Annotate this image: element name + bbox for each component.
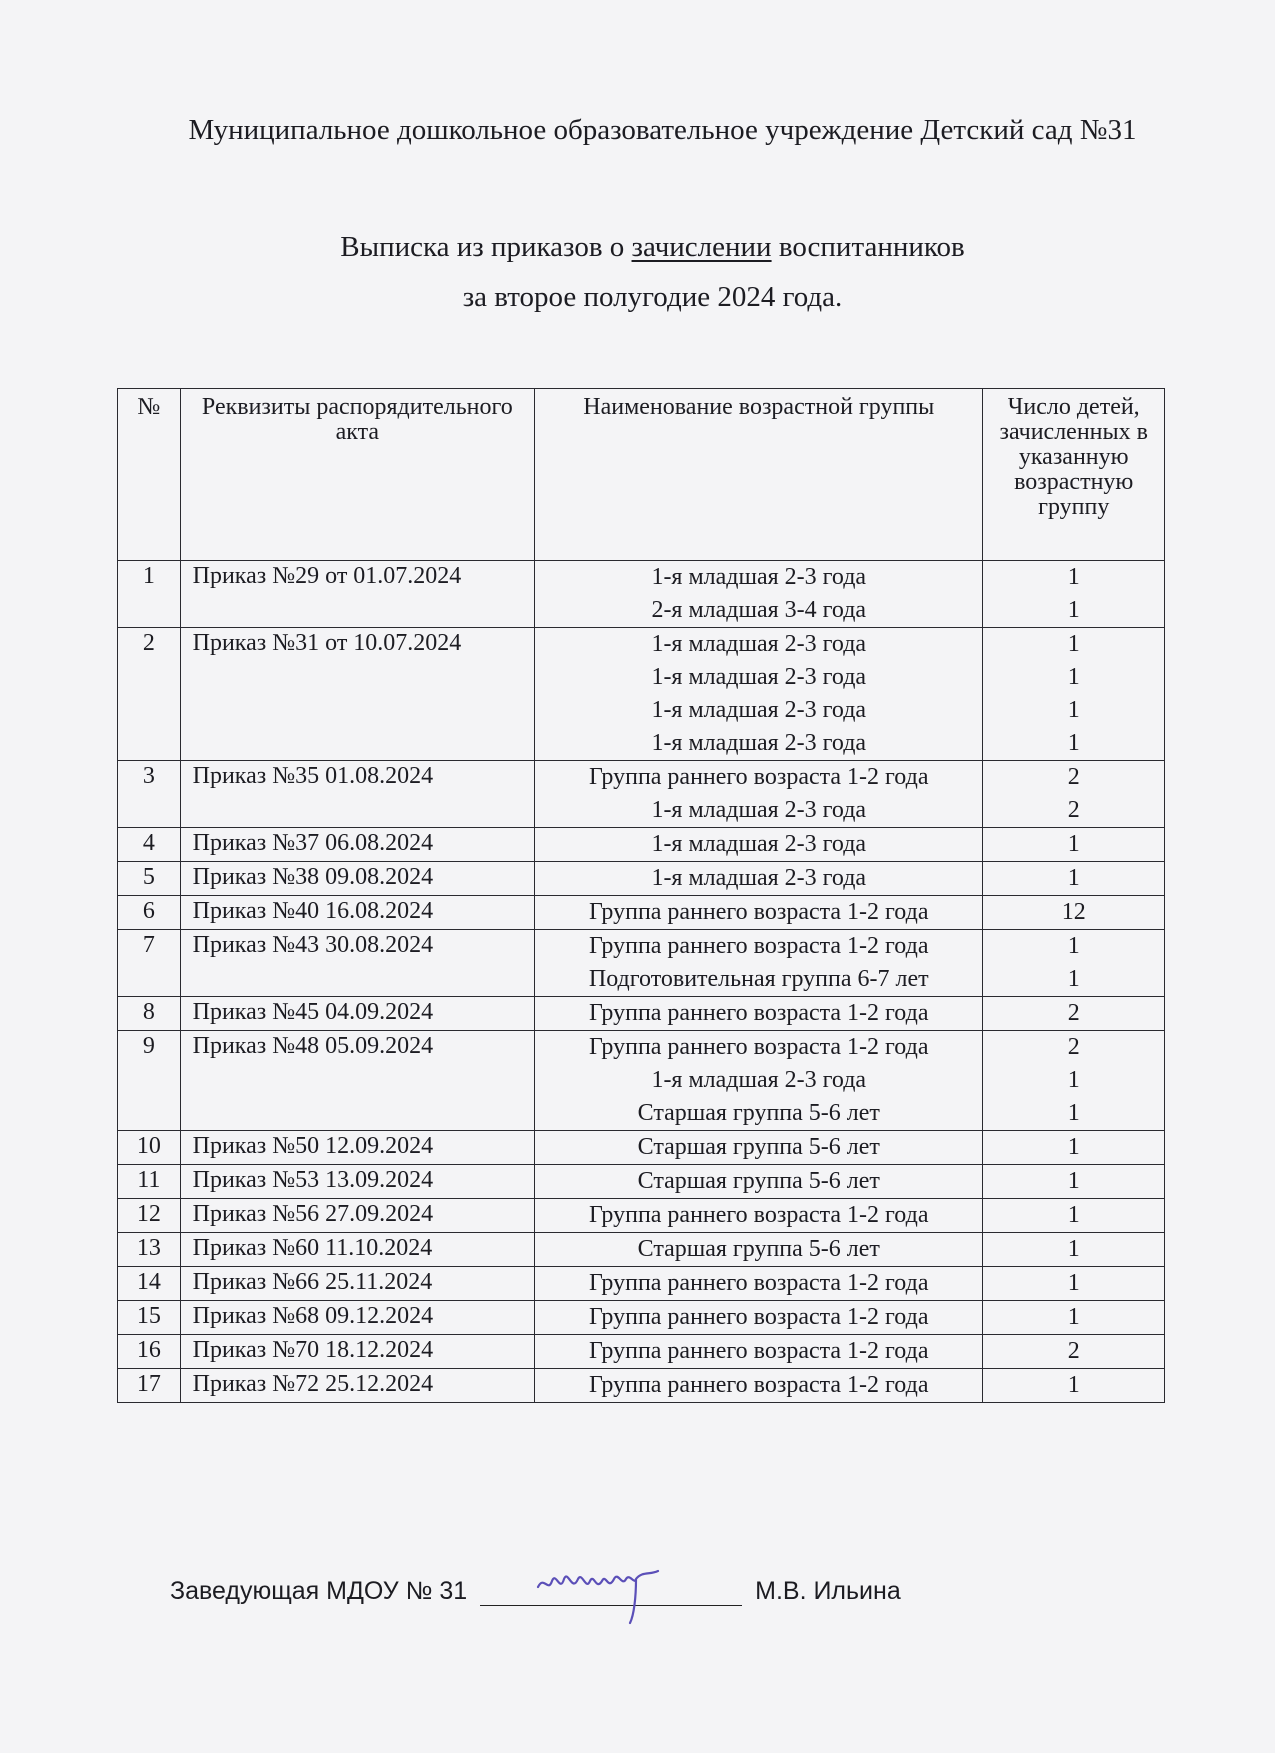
- row-number: 1: [142, 563, 155, 589]
- age-group: 1-я младшая 2-3 года: [651, 1067, 867, 1093]
- table-row: [118, 1267, 1165, 1301]
- children-count-cell: [983, 997, 1165, 1031]
- children-count-cell: [983, 1199, 1165, 1233]
- children-count: 1: [1067, 1134, 1080, 1160]
- row-number-cell: [118, 828, 181, 862]
- order-act-cell: [180, 1267, 534, 1301]
- age-group-cell: [535, 1031, 983, 1131]
- order-act-cell: [180, 1369, 534, 1403]
- children-count: 1: [1067, 1270, 1080, 1296]
- children-count: 1: [1067, 730, 1080, 756]
- order-act-cell: [180, 896, 534, 930]
- row-number-cell: [118, 930, 181, 997]
- children-count: 1: [1067, 1100, 1080, 1126]
- age-group-cell: [535, 997, 983, 1031]
- row-number: 14: [136, 1269, 161, 1295]
- children-count: 1: [1067, 564, 1080, 590]
- children-count: 1: [1067, 631, 1080, 657]
- age-group: Группа раннего возраста 1-2 года: [589, 933, 929, 959]
- row-number: 17: [136, 1371, 161, 1397]
- row-number: 4: [142, 830, 155, 856]
- row-number-cell: [118, 997, 181, 1031]
- age-group-cell: [535, 1267, 983, 1301]
- children-count: 2: [1067, 797, 1080, 823]
- age-group: 1-я младшая 2-3 года: [651, 664, 867, 690]
- age-group: 2-я младшая 3-4 года: [651, 597, 867, 623]
- column-header-act: Реквизиты распорядительного акта: [180, 389, 534, 561]
- order-act: Приказ №70 18.12.2024: [192, 1337, 434, 1363]
- order-act-cell: [180, 628, 534, 761]
- order-act: Приказ №66 25.11.2024: [192, 1269, 433, 1295]
- age-group: Группа раннего возраста 1-2 года: [589, 1202, 929, 1228]
- children-count-cell: [983, 930, 1165, 997]
- age-group: Старшая группа 5-6 лет: [637, 1168, 880, 1194]
- order-act: Приказ №72 25.12.2024: [192, 1371, 434, 1397]
- age-group: 1-я младшая 2-3 года: [651, 730, 867, 756]
- children-count-cell: [983, 1131, 1165, 1165]
- children-count: 1: [1067, 1067, 1080, 1093]
- children-count: 2: [1067, 1034, 1080, 1060]
- children-count: 2: [1067, 1000, 1080, 1026]
- order-act: Приказ №45 04.09.2024: [192, 999, 434, 1025]
- order-act: Приказ №43 30.08.2024: [192, 932, 434, 958]
- children-count-cell: [983, 896, 1165, 930]
- children-count: 2: [1067, 764, 1080, 790]
- row-number-cell: [118, 561, 181, 628]
- table-row: [118, 1301, 1165, 1335]
- children-count-cell: [983, 628, 1165, 761]
- age-group-cell: [535, 628, 983, 761]
- row-number-cell: [118, 1335, 181, 1369]
- children-count-cell: [983, 1369, 1165, 1403]
- order-act: Приказ №37 06.08.2024: [192, 830, 434, 856]
- children-count-cell: [983, 761, 1165, 828]
- row-number-cell: [118, 628, 181, 761]
- age-group: Группа раннего возраста 1-2 года: [589, 899, 929, 925]
- age-group-cell: [535, 1233, 983, 1267]
- order-act-cell: [180, 1165, 534, 1199]
- age-group: Группа раннего возраста 1-2 года: [589, 1372, 929, 1398]
- column-header-number: №: [118, 389, 181, 561]
- row-number-cell: [118, 1131, 181, 1165]
- age-group-cell: [535, 761, 983, 828]
- children-count: 1: [1067, 933, 1080, 959]
- order-act-cell: [180, 761, 534, 828]
- age-group-cell: [535, 828, 983, 862]
- row-number-cell: [118, 1199, 181, 1233]
- row-number: 2: [142, 630, 155, 656]
- order-act-cell: [180, 930, 534, 997]
- age-group-cell: [535, 1165, 983, 1199]
- age-group: Старшая группа 5-6 лет: [637, 1134, 880, 1160]
- order-act: Приказ №31 от 10.07.2024: [192, 630, 462, 656]
- children-count-cell: [983, 1031, 1165, 1131]
- age-group: Старшая группа 5-6 лет: [637, 1100, 880, 1126]
- age-group-cell: [535, 930, 983, 997]
- row-number: 16: [136, 1337, 161, 1363]
- row-number-cell: [118, 1233, 181, 1267]
- children-count: 1: [1067, 1304, 1080, 1330]
- children-count-cell: [983, 1301, 1165, 1335]
- age-group: 1-я младшая 2-3 года: [651, 797, 867, 823]
- age-group: Группа раннего возраста 1-2 года: [589, 1338, 929, 1364]
- table-row: [118, 1131, 1165, 1165]
- row-number: 6: [142, 898, 155, 924]
- signature-line: [480, 1579, 742, 1606]
- children-count: 12: [1061, 899, 1086, 925]
- order-act-cell: [180, 1131, 534, 1165]
- row-number: 12: [136, 1201, 161, 1227]
- order-act: Приказ №35 01.08.2024: [192, 763, 434, 789]
- children-count-cell: [983, 828, 1165, 862]
- children-count-cell: [983, 561, 1165, 628]
- organization-name: Муниципальное дошкольное образовательное учреждение Детский сад №31: [188, 114, 1137, 146]
- signer-name: М.В. Ильина: [755, 1577, 901, 1605]
- table-row: [118, 1199, 1165, 1233]
- table-row: [118, 1165, 1165, 1199]
- order-act-cell: [180, 1233, 534, 1267]
- table-row: [118, 1369, 1165, 1403]
- row-number: 13: [136, 1235, 161, 1261]
- signature-block: [170, 1577, 901, 1606]
- signer-position: Заведующая МДОУ № 31: [170, 1577, 468, 1605]
- age-group-cell: [535, 1335, 983, 1369]
- children-count: 1: [1067, 865, 1080, 891]
- age-group-cell: [535, 1369, 983, 1403]
- children-count: 2: [1067, 1338, 1080, 1364]
- order-act: Приказ №50 12.09.2024: [192, 1133, 434, 1159]
- row-number: 7: [142, 932, 155, 958]
- children-count: 1: [1067, 697, 1080, 723]
- age-group: 1-я младшая 2-3 года: [651, 564, 867, 590]
- age-group: Подготовительная группа 6-7 лет: [588, 966, 929, 992]
- children-count-cell: [983, 1233, 1165, 1267]
- children-count-cell: [983, 862, 1165, 896]
- order-act: Приказ №60 11.10.2024: [192, 1235, 433, 1261]
- age-group: Группа раннего возраста 1-2 года: [589, 1000, 929, 1026]
- row-number-cell: [118, 1369, 181, 1403]
- row-number: 9: [142, 1033, 155, 1059]
- order-act-cell: [180, 828, 534, 862]
- handwritten-signature: [530, 1557, 680, 1627]
- title-part-1: Выписка из приказов о: [340, 231, 632, 263]
- children-count: 1: [1067, 1236, 1080, 1262]
- table-row: [118, 761, 1165, 828]
- age-group-cell: [535, 896, 983, 930]
- table-row: [118, 862, 1165, 896]
- order-act: Приказ №38 09.08.2024: [192, 864, 434, 890]
- age-group: Группа раннего возраста 1-2 года: [589, 764, 929, 790]
- title-part-2: воспитанников: [771, 231, 965, 263]
- table-header-row: [118, 389, 1165, 561]
- title-line-1: [30, 222, 1275, 272]
- row-number: 8: [142, 999, 155, 1025]
- age-group: Группа раннего возраста 1-2 года: [589, 1304, 929, 1330]
- table-row: [118, 997, 1165, 1031]
- age-group-cell: [535, 1199, 983, 1233]
- age-group: 1-я младшая 2-3 года: [651, 631, 867, 657]
- row-number-cell: [118, 1165, 181, 1199]
- children-count: 1: [1067, 1202, 1080, 1228]
- age-group-cell: [535, 1131, 983, 1165]
- age-group: Группа раннего возраста 1-2 года: [589, 1270, 929, 1296]
- order-act: Приказ №53 13.09.2024: [192, 1167, 434, 1193]
- children-count-cell: [983, 1267, 1165, 1301]
- title-underlined-word: зачислении: [631, 231, 772, 263]
- table-row: [118, 930, 1165, 997]
- row-number: 10: [136, 1133, 161, 1159]
- row-number-cell: [118, 862, 181, 896]
- children-count: 1: [1067, 966, 1080, 992]
- children-count: 1: [1067, 1372, 1080, 1398]
- order-act: Приказ №68 09.12.2024: [192, 1303, 434, 1329]
- table-row: [118, 561, 1165, 628]
- table-row: [118, 828, 1165, 862]
- table-row: [118, 896, 1165, 930]
- row-number-cell: [118, 896, 181, 930]
- children-count: 1: [1067, 597, 1080, 623]
- children-count-cell: [983, 1165, 1165, 1199]
- row-number: 11: [137, 1167, 161, 1193]
- age-group-cell: [535, 1301, 983, 1335]
- order-act: Приказ №56 27.09.2024: [192, 1201, 434, 1227]
- row-number-cell: [118, 1267, 181, 1301]
- table-row: [118, 1335, 1165, 1369]
- table-row: [118, 1031, 1165, 1131]
- age-group: Группа раннего возраста 1-2 года: [589, 1034, 929, 1060]
- children-count-cell: [983, 1335, 1165, 1369]
- age-group-cell: [535, 862, 983, 896]
- children-count: 1: [1067, 831, 1080, 857]
- order-act-cell: [180, 1301, 534, 1335]
- column-header-group: Наименование возрастной группы: [535, 389, 983, 561]
- row-number-cell: [118, 1031, 181, 1131]
- order-act-cell: [180, 862, 534, 896]
- order-act: Приказ №48 05.09.2024: [192, 1033, 434, 1059]
- title-line-2: за второе полугодие 2024 года.: [462, 281, 843, 313]
- age-group: 1-я младшая 2-3 года: [651, 697, 867, 723]
- order-act: Приказ №40 16.08.2024: [192, 898, 434, 924]
- table-row: [118, 1233, 1165, 1267]
- order-act-cell: [180, 1199, 534, 1233]
- row-number: 3: [142, 763, 155, 789]
- order-act-cell: [180, 1335, 534, 1369]
- age-group-cell: [535, 561, 983, 628]
- orders-table: [117, 388, 1165, 1403]
- children-count: 1: [1067, 664, 1080, 690]
- column-header-count: Число детей, зачисленных в указанную возрастную группу: [983, 389, 1165, 561]
- row-number: 5: [142, 864, 155, 890]
- order-act-cell: [180, 997, 534, 1031]
- children-count: 1: [1067, 1168, 1080, 1194]
- document-title: [0, 222, 1275, 322]
- age-group: 1-я младшая 2-3 года: [651, 831, 867, 857]
- order-act-cell: [180, 1031, 534, 1131]
- order-act: Приказ №29 от 01.07.2024: [192, 563, 462, 589]
- row-number: 15: [136, 1303, 161, 1329]
- age-group: 1-я младшая 2-3 года: [651, 865, 867, 891]
- row-number-cell: [118, 761, 181, 828]
- age-group: Старшая группа 5-6 лет: [637, 1236, 880, 1262]
- row-number-cell: [118, 1301, 181, 1335]
- order-act-cell: [180, 561, 534, 628]
- table-row: [118, 628, 1165, 761]
